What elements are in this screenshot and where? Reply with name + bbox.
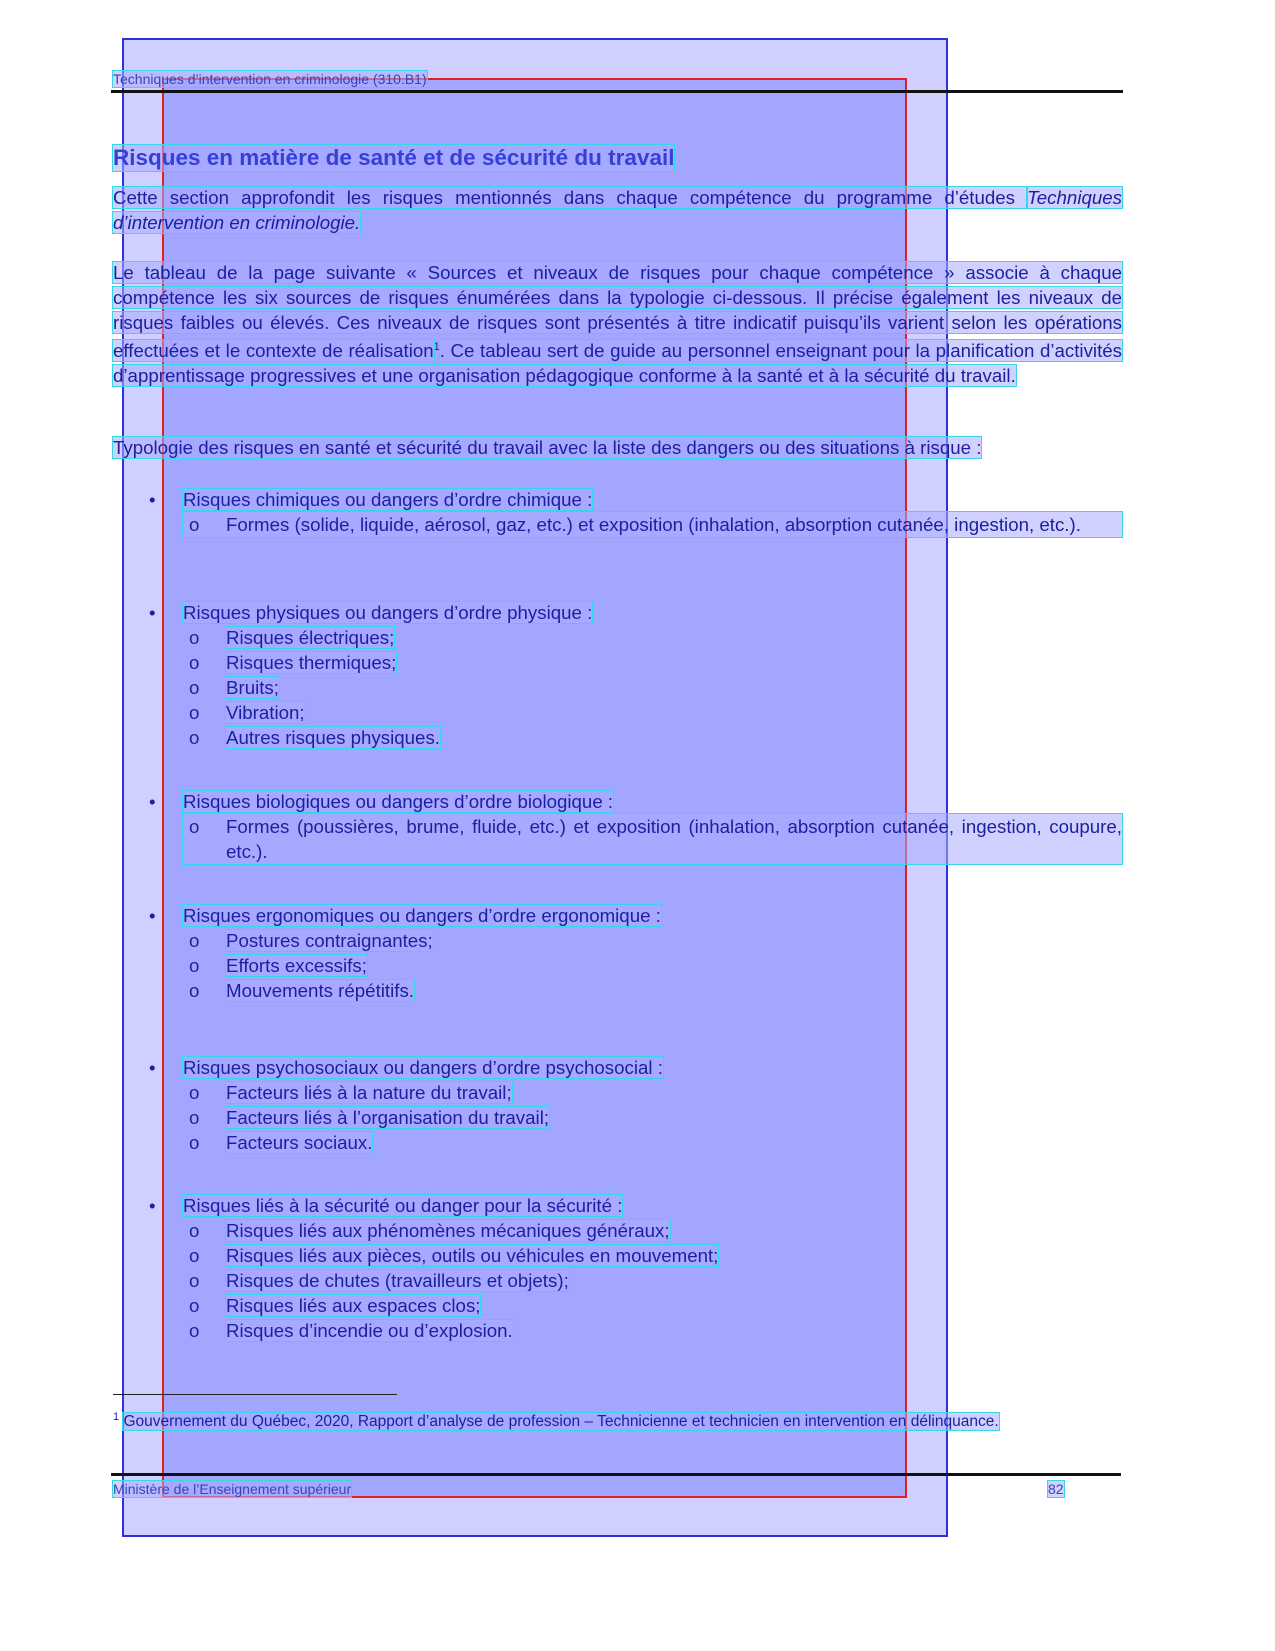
list-item: o Vibration; <box>183 700 1122 725</box>
footnote <box>113 1407 1033 1432</box>
intro-text: Cette section approfondit les risques mentionnés dans chaque compétence du programme d’études <box>113 187 1028 208</box>
list-item: o Risques thermiques; <box>183 650 1122 675</box>
list-item: o Formes (poussières, brume, fluide, etc.) et exposition (inhalation, absorption cutanée, ingestion, coupure, etc.). <box>183 814 1122 864</box>
page-title: Risques en matière de santé et de sécurité du travail <box>113 145 675 170</box>
intro-paragraph <box>113 185 1122 235</box>
footnote-mark: 1 <box>113 1411 120 1423</box>
category-label: Risques biologiques ou dangers d’ordre biologique : <box>183 791 614 812</box>
program-name: Techniques d’intervention en criminologie. <box>113 187 1122 233</box>
category-label: Risques liés à la sécurité ou danger pour la sécurité : <box>183 1195 623 1216</box>
risk-category-chemical <box>113 487 1122 537</box>
list-item: o Mouvements répétitifs. <box>183 978 1122 1003</box>
list-item: o Facteurs liés à la nature du travail; <box>183 1080 1122 1105</box>
footer-rule <box>111 1473 1121 1476</box>
risk-category-biological <box>113 789 1122 864</box>
list-item: o Formes (solide, liquide, aérosol, gaz, etc.) et exposition (inhalation, absorption cutanée, ingestion, etc.). <box>183 512 1122 537</box>
category-label: Risques ergonomiques ou dangers d’ordre ergonomique : <box>183 905 661 926</box>
table-description-text-end: . Ce tableau sert de guide au personnel enseignant pour la planification d’activités d’apprentissage progressives et une organisation pédagogique conforme à la santé et à la sécurité du travail. <box>113 340 1123 387</box>
category-label: Risques physiques ou dangers d’ordre physique : <box>183 602 593 623</box>
list-item: o Facteurs liés à l’organisation du travail; <box>183 1105 1122 1130</box>
category-label: Risques psychosociaux ou dangers d’ordre psychosocial : <box>183 1057 663 1078</box>
table-description-text: Le tableau de la page suivante « Sources et niveaux de risques pour chaque compétence » associe à chaque compétence les six sources de risques énumérées dans la typologie ci-dessous. Il précise également les niveaux de risques faibles ou élevés. Ces niveaux de risques sont présentés à titre indicatif puisqu’ils varient selon les opérations effectuées et le contexte de réalisation <box>113 262 1122 362</box>
risk-category-psychosocial <box>113 1055 1122 1155</box>
page-number: 82 <box>1048 1481 1064 1497</box>
running-header: Techniques d’intervention en criminologie (310.B1) <box>113 71 427 87</box>
list-item: o Bruits; <box>183 675 1122 700</box>
footnote-text: Gouvernement du Québec, 2020, Rapport d’analyse de profession – Technicienne et technicien en intervention en délinquance. <box>123 1413 999 1431</box>
list-item: o Risques d’incendie ou d’explosion. <box>183 1318 1122 1343</box>
table-description-paragraph <box>113 260 1122 388</box>
list-item: o Risques liés aux espaces clos; <box>183 1293 1122 1318</box>
list-item: o Risques liés aux pièces, outils ou véhicules en mouvement; <box>183 1243 1122 1268</box>
risk-category-safety <box>113 1193 1122 1343</box>
risk-category-physical <box>113 600 1122 750</box>
category-label: Risques chimiques ou dangers d’ordre chimique : <box>183 489 593 510</box>
list-item: o Efforts excessifs; <box>183 953 1122 978</box>
header-rule <box>111 90 1123 93</box>
risk-category-ergonomic <box>113 903 1122 1003</box>
list-item: o Risques électriques; <box>183 625 1122 650</box>
document-page <box>113 0 1122 1651</box>
typology-intro-text: Typologie des risques en santé et sécurité du travail avec la liste des dangers ou des situations à risque : <box>113 437 982 458</box>
footnote-reference[interactable]: 1 <box>433 341 440 353</box>
list-item: o Facteurs sociaux. <box>183 1130 1122 1155</box>
list-item: o Autres risques physiques. <box>183 725 1122 750</box>
typology-intro <box>113 435 1122 460</box>
footnote-separator <box>113 1394 397 1395</box>
footer-publisher: Ministère de l’Enseignement supérieur <box>113 1481 352 1497</box>
list-item: o Risques liés aux phénomènes mécaniques généraux; <box>183 1218 1122 1243</box>
list-item: o Risques de chutes (travailleurs et objets); <box>183 1268 1122 1293</box>
list-item: o Postures contraignantes; <box>183 928 1122 953</box>
